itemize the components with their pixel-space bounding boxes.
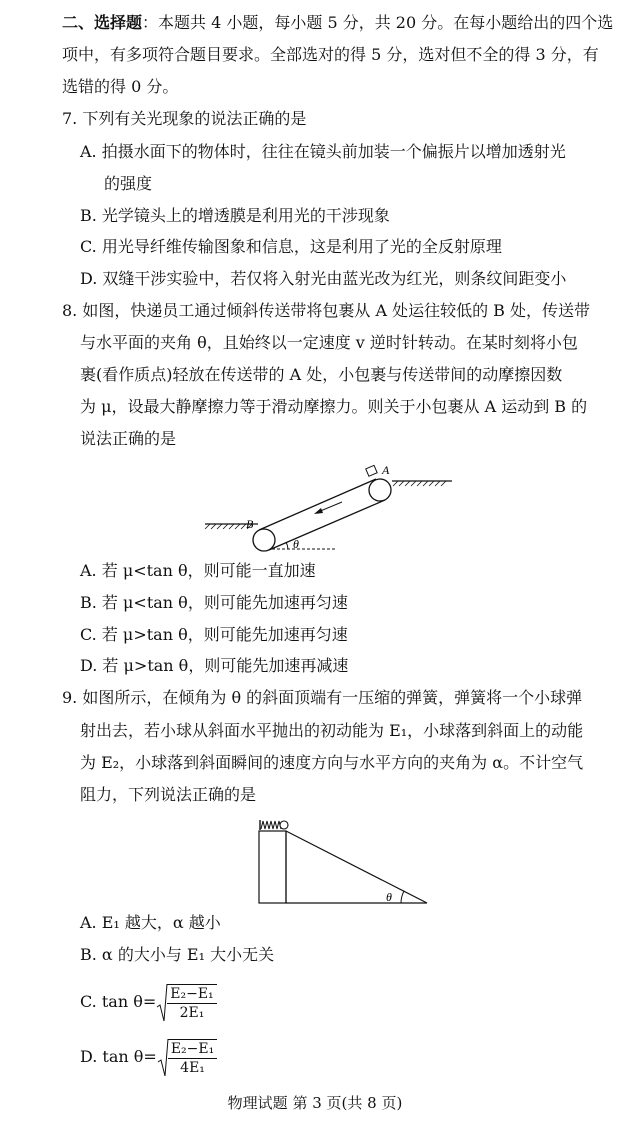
q7-option-a: A. 拍摄水面下的物体时，往往在镜头前加装一个偏振片以增加透射光	[80, 142, 566, 161]
q9-option-d	[80, 1037, 217, 1078]
q7-option-d: D. 双缝干涉实验中，若仅将入射光由蓝光改为红光，则条纹间距变小	[80, 269, 567, 288]
q9-stem-line-4: 阻力，下列说法正确的是	[80, 785, 257, 804]
ball	[280, 821, 288, 829]
q9-option-c	[80, 982, 217, 1023]
q9-option-d-sqrt	[157, 1037, 217, 1078]
label-a: A	[382, 463, 390, 477]
q9-option-a: A. E₁ 越大，α 越小	[80, 913, 221, 932]
incline-spring-figure	[255, 815, 435, 910]
q9-option-c-denominator: 2E₁	[179, 1004, 205, 1021]
q8-stem-line-3: 裹(看作质点)轻放在传送带的 A 处，小包裹与传送带间的动摩擦因数	[80, 365, 563, 384]
spring	[261, 821, 281, 829]
q7-option-a-cont: 的强度	[104, 174, 153, 193]
q8-stem-line-2: 与水平面的夹角 θ，且始终以一定速度 v 逆时针转动。在某时刻将小包	[80, 333, 578, 352]
q9-stem-line-2: 射出去，若小球从斜面水平抛出的初动能为 E₁，小球落到斜面上的动能	[80, 721, 584, 740]
q8-option-b: B. 若 μ<tan θ，则可能先加速再匀速	[80, 593, 348, 612]
roller-b	[253, 529, 275, 551]
q8-stem-line-4: 为 μ，设最大静摩擦力等于滑动摩擦力。则关于小包裹从 A 运动到 B 的	[80, 397, 588, 416]
q9-option-b: B. α 的大小与 E₁ 大小无关	[80, 945, 275, 964]
roller-a	[369, 479, 391, 501]
q9-stem-line-1: 9. 如图所示，在倾角为 θ 的斜面顶端有一压缩的弹簧，弹簧将一个小球弹	[62, 688, 583, 707]
page-footer: 物理试题 第 3 页(共 8 页)	[227, 1094, 403, 1112]
q9-option-c-prefix: C. tan θ=	[80, 992, 157, 1011]
label-theta: θ	[386, 890, 392, 904]
section-intro-line-2: 项中，有多项符合题目要求。全部选对的得 5 分，选对但不全的得 3 分，有	[62, 45, 599, 64]
q9-option-c-numerator: E₂−E₁	[167, 985, 216, 1004]
section-intro-line-3: 选错的得 0 分。	[62, 77, 179, 96]
q9-option-d-denominator: 4E₁	[180, 1059, 205, 1076]
section-heading: 二、选择题	[62, 13, 143, 32]
q8-option-a: A. 若 μ<tan θ，则可能一直加速	[80, 561, 316, 580]
q7-stem: 7. 下列有关光现象的说法正确的是	[62, 109, 307, 128]
q8-stem-line-1: 8. 如图，快递员工通过倾斜传送带将包裹从 A 处运往较低的 B 处，传送带	[62, 301, 591, 320]
q9-stem-line-3: 为 E₂，小球落到斜面瞬间的速度方向与水平方向的夹角为 α。不计空气	[80, 753, 584, 772]
q7-option-c: C. 用光导纤维传输图象和信息，这是利用了光的全反射原理	[80, 237, 502, 256]
conveyor-belt-figure	[200, 462, 460, 562]
q7-option-b: B. 光学镜头上的增透膜是利用光的干涉现象	[80, 206, 390, 225]
q8-option-d: D. 若 μ>tan θ，则可能先加速再减速	[80, 656, 349, 675]
q8-option-c: C. 若 μ>tan θ，则可能先加速再匀速	[80, 625, 348, 644]
label-theta: θ	[293, 537, 299, 551]
q8-stem-line-5: 说法正确的是	[80, 429, 177, 448]
section-intro-text-1: ：本题共 4 小题，每小题 5 分，共 20 分。在每小题给出的四个选	[142, 13, 614, 32]
q9-option-d-prefix: D. tan θ=	[80, 1047, 157, 1066]
label-b: B	[246, 517, 254, 531]
section-intro-line-1	[62, 12, 613, 34]
q9-option-d-numerator: E₂−E₁	[168, 1040, 217, 1059]
q9-option-c-sqrt	[156, 982, 216, 1023]
package-box	[366, 465, 377, 476]
q9-option-c-fraction	[167, 984, 216, 1022]
q9-option-d-fraction	[168, 1039, 217, 1077]
